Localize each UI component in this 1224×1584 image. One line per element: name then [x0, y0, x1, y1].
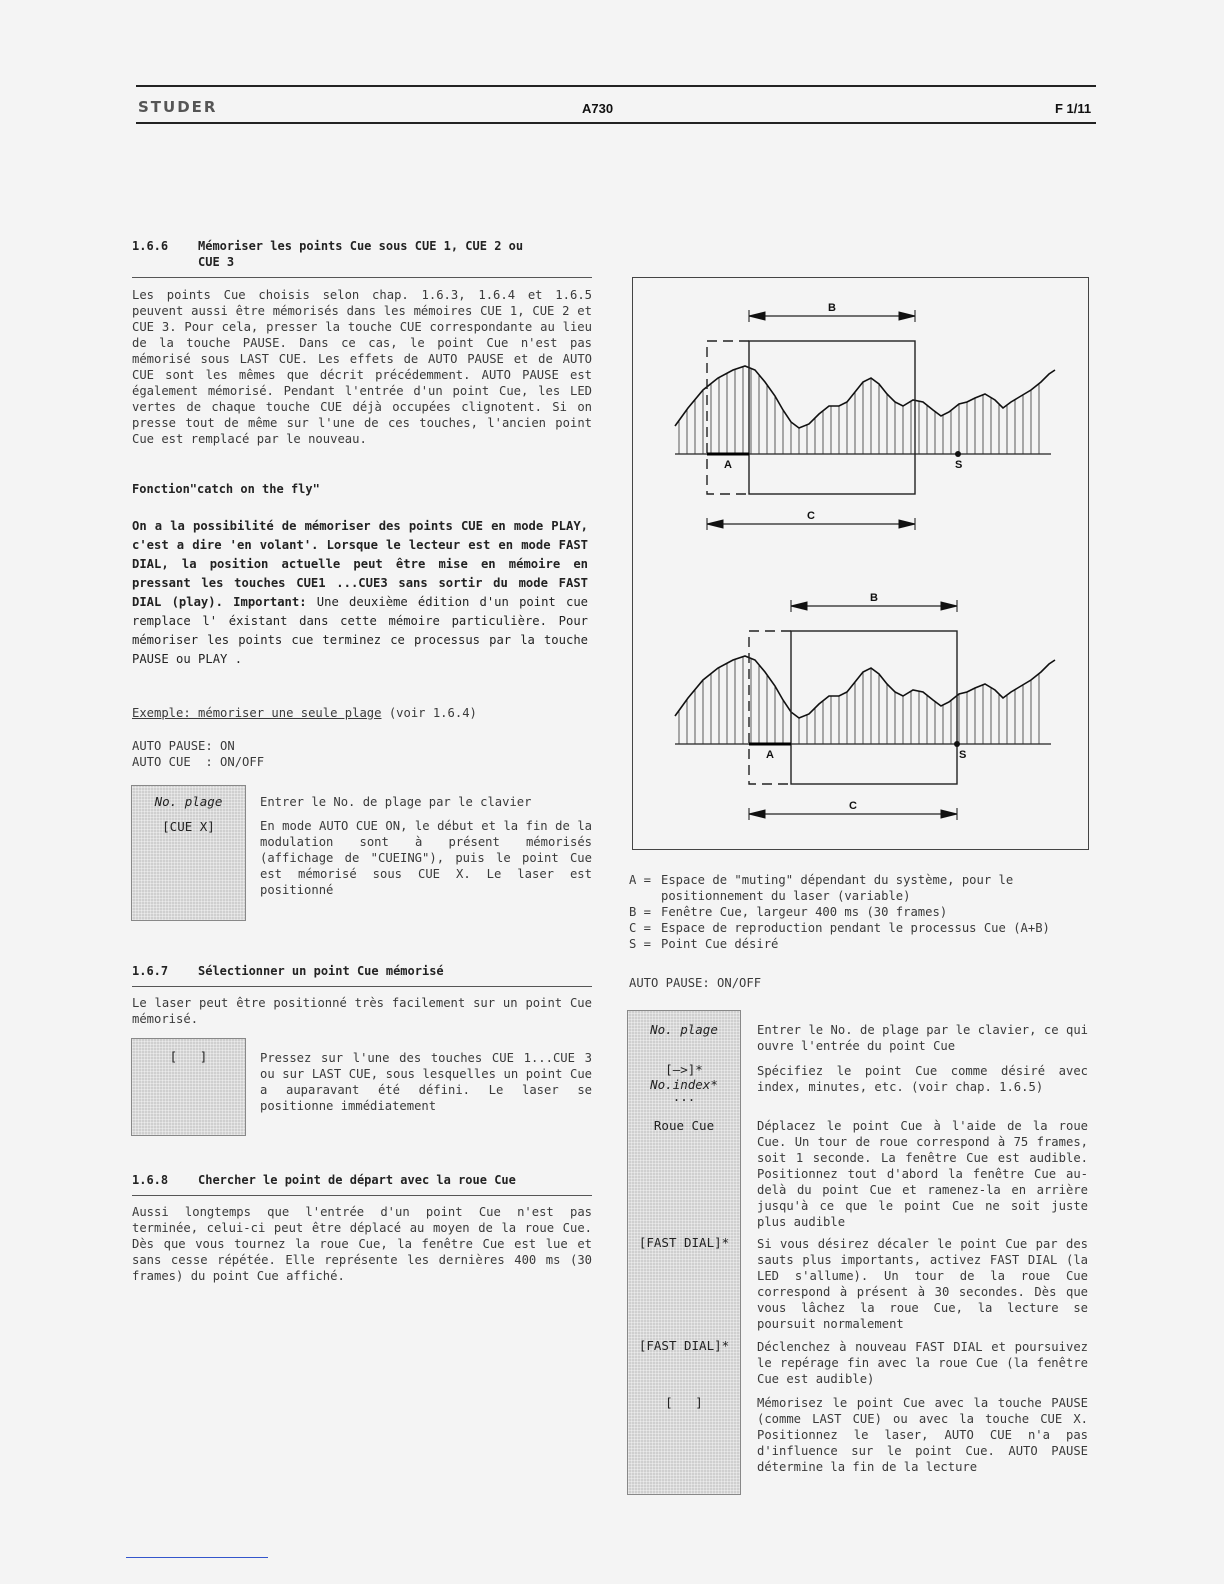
- cue-window-box: [749, 341, 915, 494]
- section-number: 1.6.8: [132, 1173, 169, 1187]
- key-box-2: [131, 1038, 246, 1136]
- catch-on-the-fly-text: [132, 517, 588, 669]
- section-title: Chercher le point de départ avec la roue Cue: [198, 1173, 516, 1187]
- example-ref: (voir 1.6.4): [381, 706, 477, 720]
- key-box-3: [627, 1010, 741, 1495]
- section-title: Sélectionner un point Cue mémorisé: [198, 964, 444, 978]
- arrow-b-right: [899, 310, 915, 322]
- desc-enter-plage: Entrer le No. de plage par le clavier: [260, 795, 532, 809]
- desc-fast-dial: Si vous désirez décaler le point Cue par des sauts plus importants, activez FAST DIAL (la LED s'allume). Un tour de la roue Cue correspond à présent à 30 secondes. Dès que vous lâchez la roue Cue, la lecture se poursuit normalement: [757, 1237, 1088, 1331]
- studer-logo: STUDER: [138, 98, 218, 116]
- label-s: S: [959, 749, 967, 761]
- desc-specify-cue: Spécifiez le point Cue comme désiré avec index, minutes, etc. (voir chap. 1.6.5): [757, 1064, 1088, 1094]
- waveform-curve: [675, 366, 1055, 428]
- dashed-bracket: [749, 631, 791, 784]
- key-no-index: No.index*: [650, 1077, 718, 1092]
- auto-pause-on-off: AUTO PAUSE: ON/OFF: [629, 976, 762, 990]
- desc-move-cue: Déplacez le point Cue à l'aide de la roue Cue. Un tour de roue correspond à 75 frames, soit 1 seconde. La fenêtre Cue est audible. Positionnez tout d'abord la fenêtre Cue au-delà du point Cue et ramenez-la en arrière jusqu'à ce que le point Cue ne soit juste plus audible: [757, 1119, 1088, 1229]
- auto-pause-setting: AUTO PAUSE: ON: [132, 739, 235, 753]
- legend-key: C =: [629, 921, 652, 935]
- key-fast-dial-1: [FAST DIAL]*: [638, 1235, 730, 1250]
- label-c: C: [807, 510, 815, 522]
- label-a: A: [766, 749, 774, 761]
- section-title-line2: CUE 3: [198, 255, 235, 269]
- key-cue-memory: [ ]: [665, 1395, 703, 1410]
- desc-enter-plage: Entrer le No. de plage par le clavier, ce qui ouvre l'entrée du point Cue: [757, 1023, 1088, 1053]
- label-b: B: [870, 592, 878, 604]
- section-rule: [132, 986, 592, 987]
- waveform-curve: [675, 656, 1055, 718]
- label-a: A: [724, 459, 732, 471]
- label-s: S: [955, 459, 963, 471]
- arrow-b-left: [791, 600, 807, 612]
- page-number: F 1/11: [1055, 101, 1092, 116]
- legend-row: [629, 920, 1089, 936]
- example-line: [132, 705, 592, 721]
- arrow-b-left: [749, 310, 765, 322]
- section-rule: [132, 1195, 592, 1196]
- section-1-6-6-paragraph: Les points Cue choisis selon chap. 1.6.3, 1.6.4 et 1.6.5 peuvent aussi être mémorisés dans les mémoires CUE 1, CUE 2 et CUE 3. Pour cela, presser la touche CUE correspondante au lieu de la touche PAUSE. Dans ce cas, le point Cue n'est pas mémorisé sous LAST CUE. Les effets de AUTO PAUSE et de AUTO CUE sont les mêmes que décrit précédemment. AUTO PAUSE est également mémorisé. Pendant l'entrée d'un point Cue, les LED vertes de chaque touche CUE déjà occupées clignotent. Si on presse tout de même sur l'une de ces touches, l'ancien point Cue est remplacé par le nouveau.: [132, 288, 592, 446]
- cue-point-s: [955, 451, 961, 457]
- section-1-6-7-paragraph: Le laser peut être positionné très facilement sur un point Cue mémorisé.: [132, 996, 592, 1026]
- key-cue-x: [CUE X]: [162, 819, 215, 834]
- legend-key: B =: [629, 905, 652, 919]
- section-number: 1.6.7: [132, 964, 169, 978]
- arrow-c-right: [941, 808, 957, 820]
- label-c: C: [849, 800, 857, 812]
- cue-diagram: [633, 278, 1088, 849]
- legend-value: Espace de reproduction pendant le processus Cue (A+B): [661, 921, 1050, 935]
- diagram-upper: [675, 302, 1055, 530]
- label-b: B: [828, 302, 836, 314]
- section-1-6-6-title: [132, 238, 602, 270]
- example-title: Exemple: mémoriser une seule plage: [132, 706, 382, 720]
- section-number: 1.6.6: [132, 239, 169, 253]
- key-ellipsis: ...: [672, 1089, 696, 1104]
- diagram-lower: [675, 592, 1055, 820]
- arrow-c-right: [899, 518, 915, 530]
- legend-row: [629, 872, 1089, 904]
- cue-point-s: [954, 741, 960, 747]
- fly-important: Important:: [233, 595, 307, 609]
- model-number: A730: [582, 101, 614, 116]
- arrow-c-left: [707, 518, 723, 530]
- key-no-plage: No. plage: [650, 1022, 718, 1037]
- section-1-6-8-paragraph: Aussi longtemps que l'entrée d'un point Cue n'est pas terminée, celui-ci peut être déplacé au moyen de la roue Cue. Dès que vous tournez la roue Cue, la fenêtre Cue est lue et sans cesse répétée. Elle représente les dernières 400 ms (30 frames) du point Cue affiché.: [132, 1205, 592, 1283]
- desc-fast-dial-again: Déclenchez à nouveau FAST DIAL et poursuivez le repérage fin avec la roue Cue (la fenêtre Cue est audible): [757, 1340, 1088, 1386]
- desc-memorize: Mémorisez le point Cue avec la touche PAUSE (comme LAST CUE) ou avec la touche CUE X. Positionnez le laser, AUTO CUE n'a pas d'influence sur le point Cue. AUTO PAUSE détermine la fin de la lecture: [757, 1396, 1088, 1474]
- key-box-1: [131, 785, 246, 921]
- section-1-6-8-title: [132, 1172, 516, 1188]
- legend-row: [629, 936, 1089, 952]
- section-rule: [132, 277, 592, 278]
- desc-auto-cue-on: En mode AUTO CUE ON, le début et la fin de la modulation sont à présent mémorisés (affichage de "CUEING"), puis le point Cue est mémorisé sous CUE X. Le laser est positionné: [260, 819, 592, 897]
- key-arrow: [—>]*: [665, 1062, 703, 1077]
- desc-select-cue: Pressez sur l'une des touches CUE 1...CUE 3 ou sur LAST CUE, sous lesquelles un point Cue a auparavant été défini. Le laser se positionne immédiatement: [260, 1051, 592, 1113]
- key-fast-dial-2: [FAST DIAL]*: [638, 1338, 730, 1353]
- key-no-plage: No. plage: [154, 794, 223, 809]
- footnote-rule: [126, 1557, 268, 1558]
- legend-value: Espace de "muting" dépendant du système, pour le positionnement du laser (variable): [661, 873, 1014, 903]
- catch-on-the-fly-title: Fonction"catch on the fly": [132, 482, 320, 496]
- arrow-c-left: [749, 808, 765, 820]
- key-cue-memory: [ ]: [169, 1049, 208, 1064]
- header-top-rule: [136, 85, 1096, 87]
- figure-legend: [629, 872, 1089, 952]
- section-title-line1: Mémoriser les points Cue sous CUE 1, CUE 2 ou: [198, 239, 524, 253]
- legend-value: Fenêtre Cue, largeur 400 ms (30 frames): [661, 905, 948, 919]
- fly-text-b: Une deuxième édition d'un point cue remplace l' éxistant dans cette mémoire particulière. Pour mémoriser les points cue terminez ce processus par la touche PAUSE ou PLAY .: [132, 595, 589, 666]
- cue-diagram-frame: [632, 277, 1089, 850]
- legend-key: S =: [629, 937, 652, 951]
- key-roue-cue: Roue Cue: [653, 1118, 715, 1133]
- legend-row: [629, 904, 1089, 920]
- legend-value: Point Cue désiré: [661, 937, 779, 951]
- fly-text-a: On a la possibilité de mémoriser des points CUE en mode PLAY, c'est a dire 'en volant'. Lorsque le lecteur est en mode FAST DIAL, la position actuelle peut être mise en mémoire en pressant les touches CUE1 ...CUE3 sans sortir du mode FAST DIAL (play).: [132, 519, 588, 609]
- auto-cue-setting: AUTO CUE : ON/OFF: [132, 755, 265, 769]
- section-1-6-7-title: [132, 963, 444, 979]
- arrow-b-right: [941, 600, 957, 612]
- header-bottom-rule: [136, 122, 1096, 124]
- legend-key: A =: [629, 873, 652, 887]
